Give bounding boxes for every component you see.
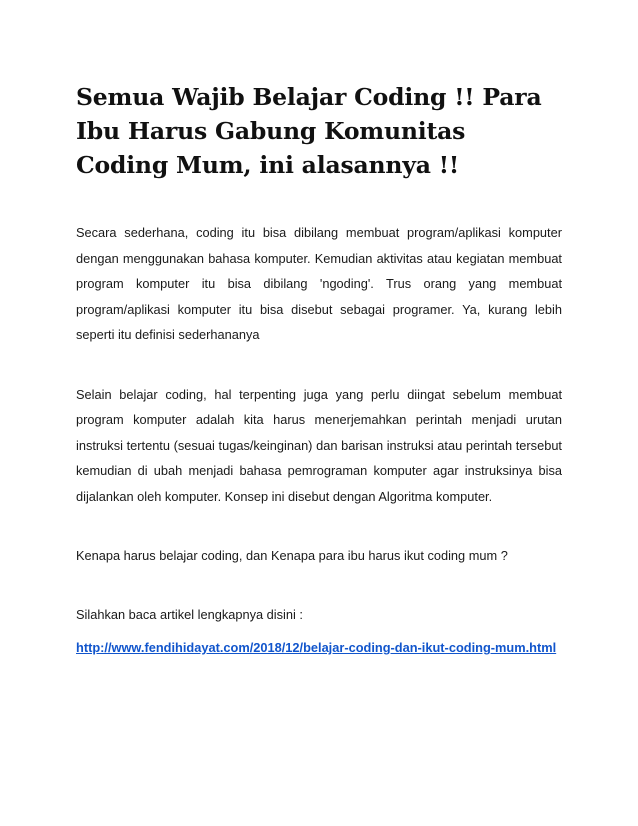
document-title: Semua Wajib Belajar Coding !! Para Ibu Harus Gabung Komunitas Coding Mum, ini alasannya !! (76, 83, 542, 179)
document-body (76, 80, 562, 661)
paragraph-coding-definition: Secara sederhana, coding itu bisa dibilang membuat program/aplikasi komputer dengan menggunakan bahasa komputer. Kemudian aktivitas atau kegiatan membuat program komputer itu bisa dibilang 'ngoding'. Trus orang yang membuat program/aplikasi komputer itu bisa disebut sebagai programer. Ya, kurang lebih seperti itu definisi sederhananya (76, 225, 562, 342)
paragraph-algorithm: Selain belajar coding, hal terpenting juga yang perlu diingat sebelum membuat program komputer adalah kita harus menerjemahkan perintah menjadi urutan instruksi tertentu (sesuai tugas/keinginan) dan barisan instruksi atau perintah tersebut kemudian di ubah menjadi bahasa pemrograman komputer agar instruksinya bisa dijalankan oleh komputer. Konsep ini disebut dengan Algoritma komputer. (76, 386, 562, 504)
article-link-line (76, 635, 562, 661)
paragraph-question: Kenapa harus belajar coding, dan Kenapa para ibu harus ikut coding mum ? (76, 548, 508, 563)
article-link[interactable]: http://www.fendihidayat.com/2018/12/belajar-coding-dan-ikut-coding-mum.html (76, 640, 557, 655)
paragraph-read-more: Silahkan baca artikel lengkapnya disini : (76, 606, 303, 622)
